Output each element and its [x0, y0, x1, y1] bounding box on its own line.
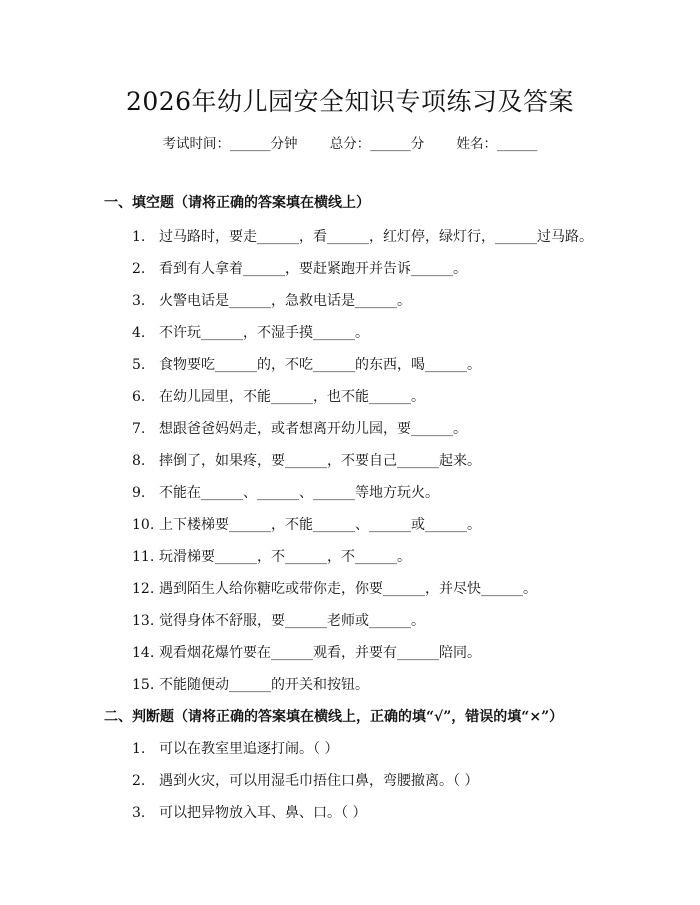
question-text: 上下楼梯要______，不能______、______或______。 — [159, 517, 481, 533]
question-text: 不许玩______，不湿手摸______。 — [159, 325, 369, 341]
question-item — [132, 738, 338, 758]
question-text: 不能随便动______的开关和按钮。 — [159, 677, 369, 693]
question-item — [132, 642, 481, 662]
question-number: 11. — [132, 549, 155, 565]
question-number: 4. — [132, 325, 146, 341]
question-number: 1. — [132, 741, 146, 757]
question-item — [132, 802, 366, 822]
page-title: 2026年幼儿园安全知识专项练习及答案 — [125, 87, 575, 116]
question-text: 在幼儿园里，不能______，也不能______。 — [159, 389, 425, 405]
question-number: 1. — [132, 229, 146, 245]
question-item — [132, 770, 478, 790]
question-text: 玩滑梯要______，不______，不______。 — [159, 549, 411, 565]
question-item — [132, 482, 439, 502]
exam-meta — [0, 132, 700, 152]
question-number: 6. — [132, 389, 146, 405]
question-item — [132, 610, 425, 630]
question-text: 不能在______、______、______等地方玩火。 — [159, 485, 439, 501]
question-item — [132, 578, 537, 598]
section-heading-true-false: 二、判断题（请将正确的答案填在横线上，正确的填“√”，错误的填“×”） — [104, 709, 564, 725]
question-number: 13. — [132, 613, 155, 629]
question-text: 食物要吃______的，不吃______的东西，喝______。 — [159, 357, 481, 373]
question-item — [132, 290, 411, 310]
section-heading-fill-blank: 一、填空题（请将正确的答案填在横线上） — [104, 195, 370, 211]
question-item — [132, 450, 481, 470]
question-item — [132, 674, 369, 694]
student-name-field: 姓名：______ — [456, 136, 538, 152]
question-item — [132, 418, 467, 438]
question-text: 遇到陌生人给你糖吃或带你走，你要______，并尽快______。 — [159, 581, 537, 597]
question-item — [132, 322, 369, 342]
question-number: 9. — [132, 485, 146, 501]
question-text: 觉得身体不舒服，要______老师或______。 — [159, 613, 425, 629]
question-text: 可以在教室里追逐打闹。（ ） — [159, 741, 339, 757]
question-item — [132, 514, 481, 534]
question-item — [132, 386, 425, 406]
question-text: 观看烟花爆竹要在______观看，并要有______陪同。 — [159, 645, 481, 661]
question-text: 看到有人拿着______，要赶紧跑开并告诉______。 — [159, 261, 467, 277]
question-number: 2. — [132, 773, 146, 789]
question-number: 3. — [132, 293, 146, 309]
question-text: 想跟爸爸妈妈走，或者想离开幼儿园，要______。 — [159, 421, 467, 437]
question-item — [132, 258, 467, 278]
question-number: 10. — [132, 517, 155, 533]
total-score-field: 总分：______分 — [329, 136, 425, 152]
question-number: 3. — [132, 805, 146, 821]
question-number: 5. — [132, 357, 146, 373]
question-text: 过马路时，要走______，看______，红灯停，绿灯行，______过马路。 — [159, 229, 593, 245]
question-text: 火警电话是______，急救电话是______。 — [159, 293, 411, 309]
question-text: 遇到火灾，可以用湿毛巾捂住口鼻，弯腰撤离。（ ） — [159, 773, 479, 789]
question-item — [132, 354, 481, 374]
question-item — [132, 546, 411, 566]
question-number: 14. — [132, 645, 155, 661]
question-text: 摔倒了，如果疼，要______，不要自己______起来。 — [159, 453, 481, 469]
question-number: 15. — [132, 677, 155, 693]
question-number: 2. — [132, 261, 146, 277]
question-text: 可以把异物放入耳、鼻、口。（ ） — [159, 805, 367, 821]
question-number: 7. — [132, 421, 146, 437]
question-number: 8. — [132, 453, 146, 469]
question-item — [132, 226, 593, 246]
question-number: 12. — [132, 581, 155, 597]
exam-time-field: 考试时间：______分钟 — [162, 136, 298, 152]
